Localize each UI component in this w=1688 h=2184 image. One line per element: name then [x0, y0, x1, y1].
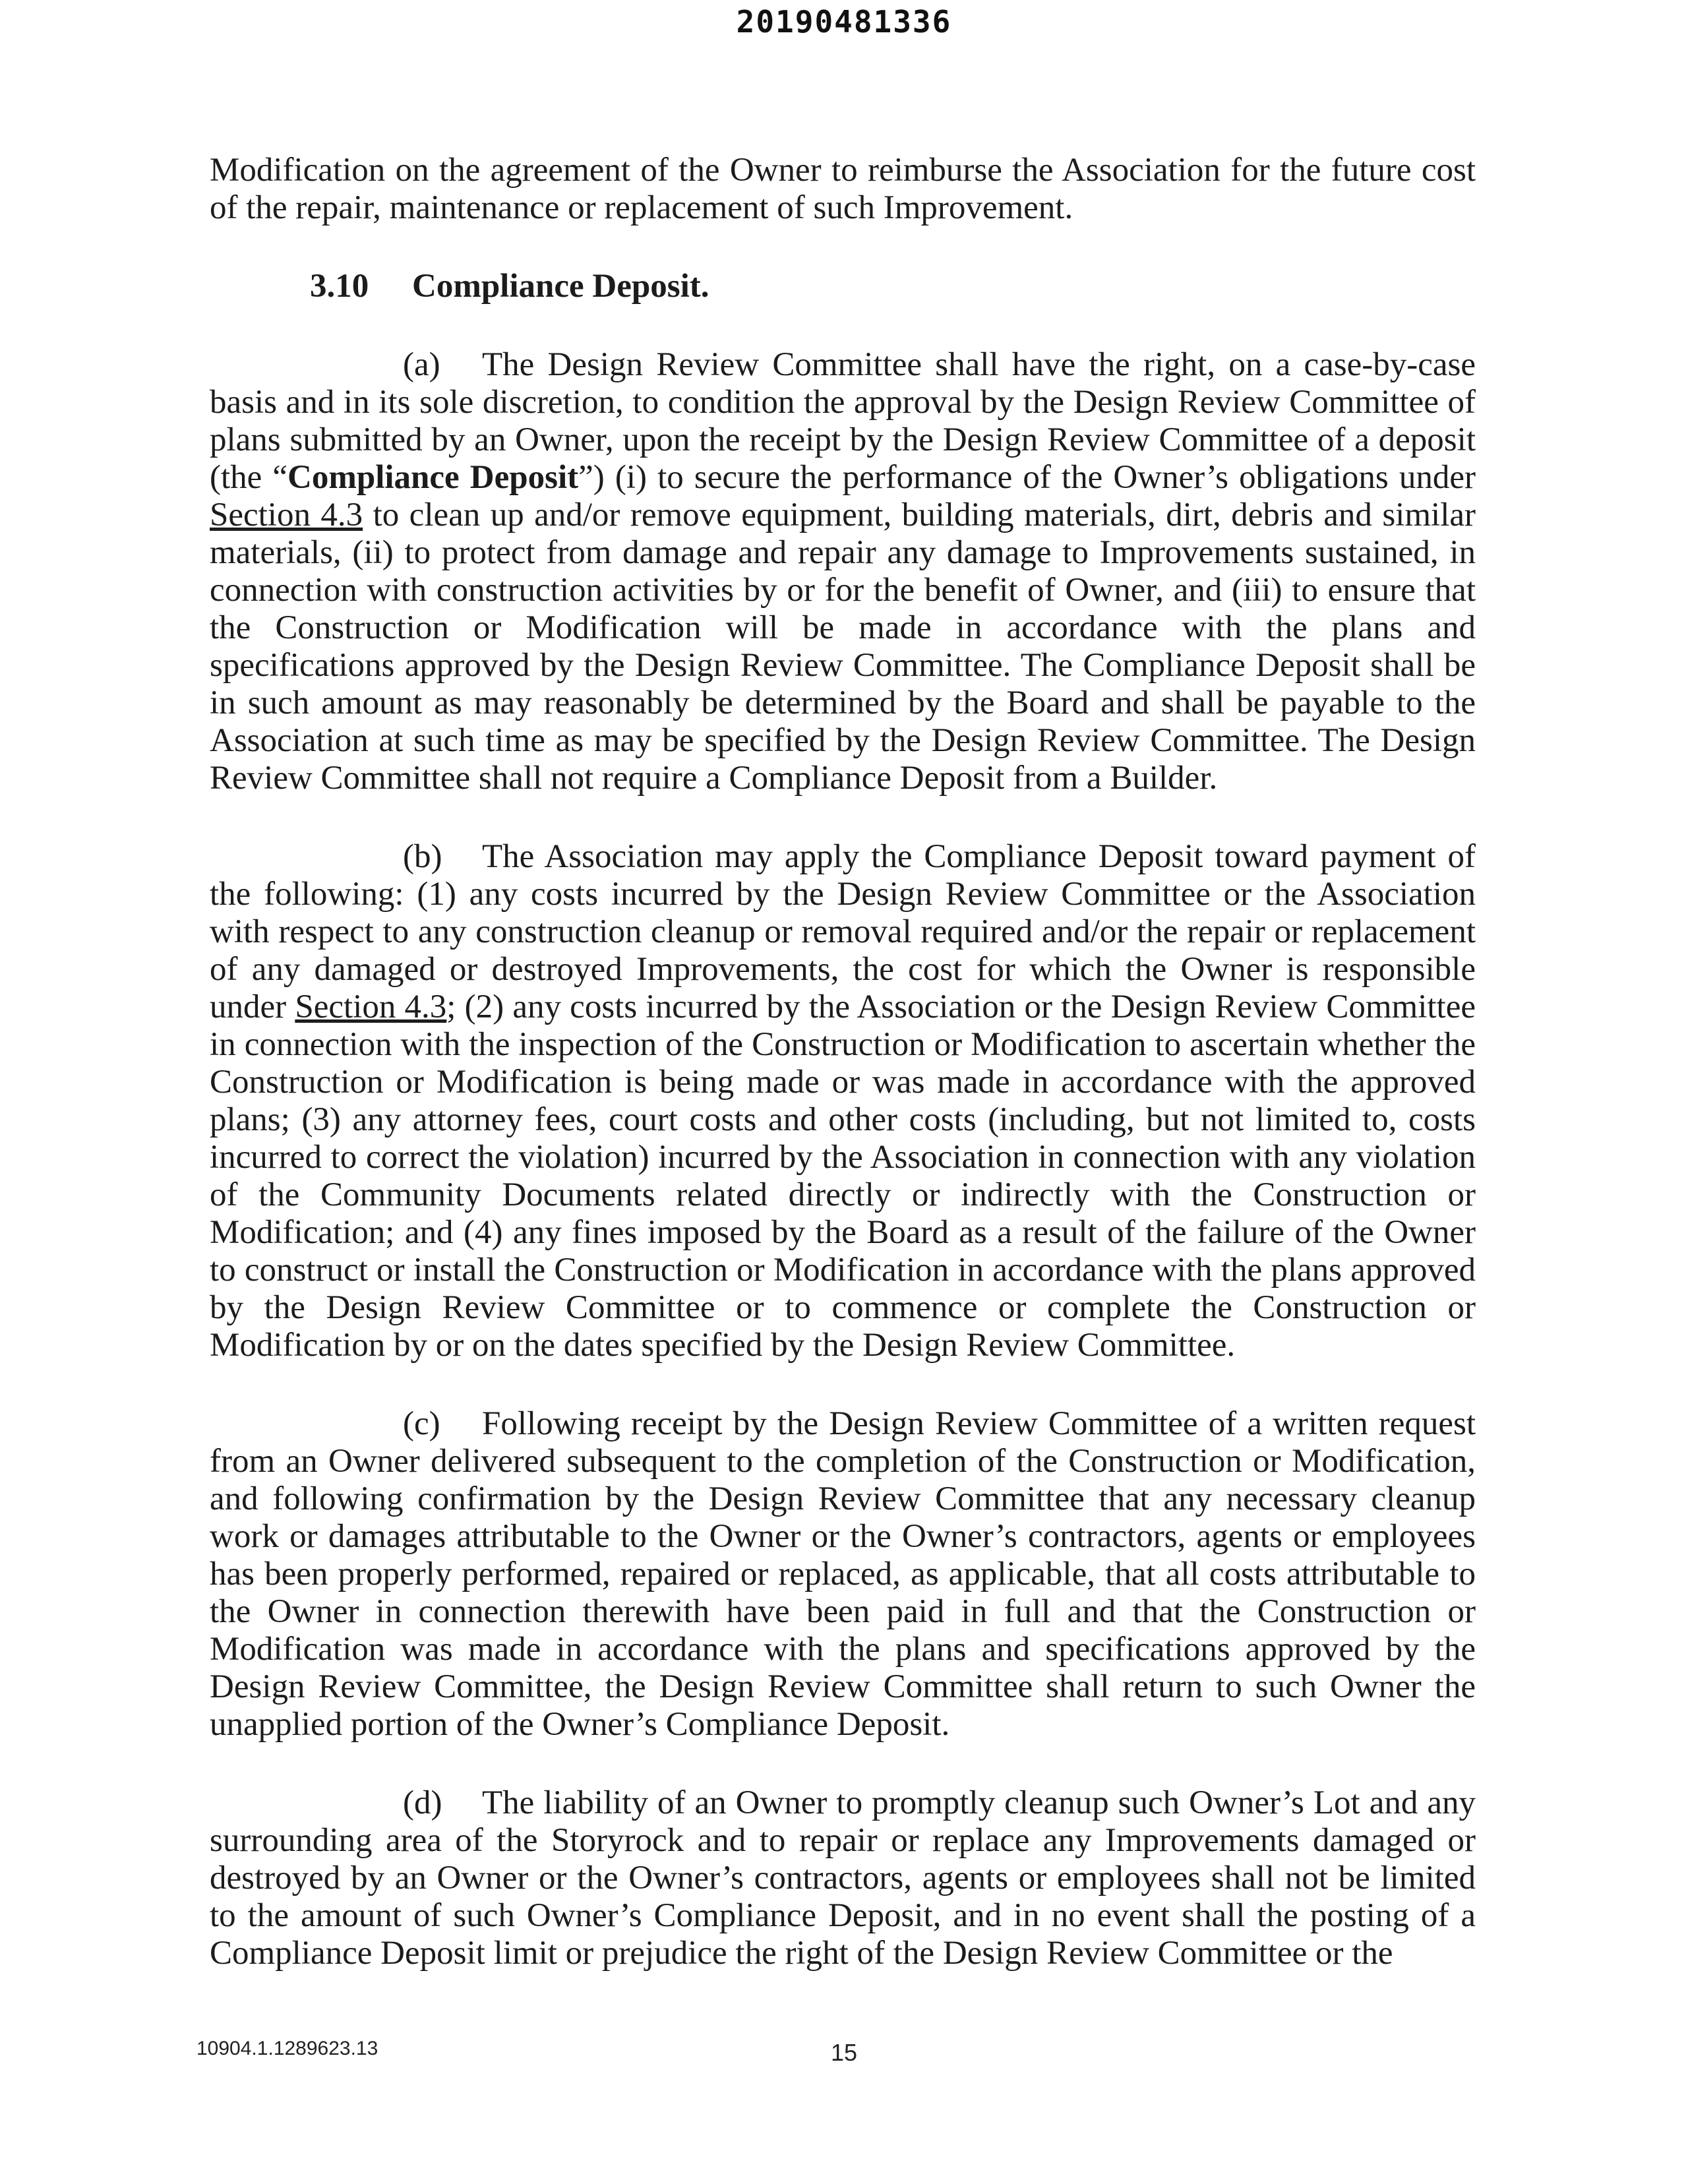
section-title: Compliance Deposit. — [412, 268, 709, 305]
section-reference: Section 4.3 — [210, 497, 363, 533]
paragraph-a-label: (a) — [403, 346, 440, 383]
paragraph-b-label: (b) — [403, 838, 442, 875]
paragraph-c-label: (c) — [403, 1405, 440, 1442]
document-id-footer: 10904.1.1289623.13 — [196, 2038, 378, 2059]
page-number: 15 — [830, 2039, 858, 2066]
paragraph-d: (d) The liability of an Owner to promptly cleanup such Owner’s Lot and any surrounding area of the Storyrock and to repair or replace any Improvements damaged or destroyed by an Owner or the Owner’s contractors, agents or employees shall not be limited to the amount of such Owner’s Compliance Deposit, and in no event shall the posting of a Compliance Deposit limit or prejudice the right of the Design Review Committee or the — [210, 1784, 1476, 1972]
continuation-paragraph: Modification on the agreement of the Owner to reimburse the Association for the future cost of the repair, maintenance or replacement of such Improvement. — [210, 152, 1476, 226]
section-number: 3.10 — [310, 268, 369, 305]
paragraph-b: (b) The Association may apply the Compliance Deposit toward payment of the following: (1) any costs incurred by the Design Review Committee or the Association with respect to any construction cleanup or removal required and/or the repair or replacement of any damaged or destroyed Improvements, the cost for which the Owner is responsible under Section 4.3; (2) any costs incurred by the Association or the Design Review Committee in connection with the inspection of the Construction or Modification to ascertain whether the Construction or Modification is being made or was made in accordance with the approved plans; (3) any attorney fees, court costs and other costs (including, but not limited to, costs incurred to correct the violation) incurred by the Association in connection with any violation of the Community Documents related directly or indirectly with the Construction or Modification; and (4) any fines imposed by the Board as a result of the failure of the Owner to construct or install the Construction or Modification in accordance with the plans approved by the Design Review Committee or to commence or complete the Construction or Modification by or on the dates specified by the Design Review Committee. — [210, 838, 1476, 1364]
paragraph-d-label: (d) — [403, 1784, 442, 1821]
document-body — [210, 152, 1476, 2013]
section-heading — [210, 268, 1476, 305]
section-reference: Section 4.3 — [295, 988, 447, 1025]
recording-number: 20190481336 — [736, 4, 952, 40]
paragraph-a: (a) The Design Review Committee shall have the right, on a case-by-case basis and in its sole discretion, to condition the approval by the Design Review Committee of plans submitted by an Owner, upon the receipt by the Design Review Committee of a deposit (the “Compliance Deposit”) (i) to secure the performance of the Owner’s obligations under Section 4.3 to clean up and/or remove equipment, building materials, dirt, debris and similar materials, (ii) to protect from damage and repair any damage to Improvements sustained, in connection with construction activities by or for the benefit of Owner, and (iii) to ensure that the Construction or Modification will be made in accordance with the plans and specifications approved by the Design Review Committee. The Compliance Deposit shall be in such amount as may reasonably be determined by the Board and shall be payable to the Association at such time as may be specified by the Design Review Committee. The Design Review Committee shall not require a Compliance Deposit from a Builder. — [210, 346, 1476, 797]
defined-term-compliance-deposit: Compliance Deposit — [287, 459, 579, 496]
paragraph-c: (c) Following receipt by the Design Review Committee of a written request from an Owner delivered subsequent to the completion of the Construction or Modification, and following confirmation by the Design Review Committee that any necessary cleanup work or damages attributable to the Owner or the Owner’s contractors, agents or employees has been properly performed, repaired or replaced, as applicable, that all costs attributable to the Owner in connection therewith have been paid in full and that the Construction or Modification was made in accordance with the plans and specifications approved by the Design Review Committee, the Design Review Committee shall return to such Owner the unapplied portion of the Owner’s Compliance Deposit. — [210, 1405, 1476, 1743]
